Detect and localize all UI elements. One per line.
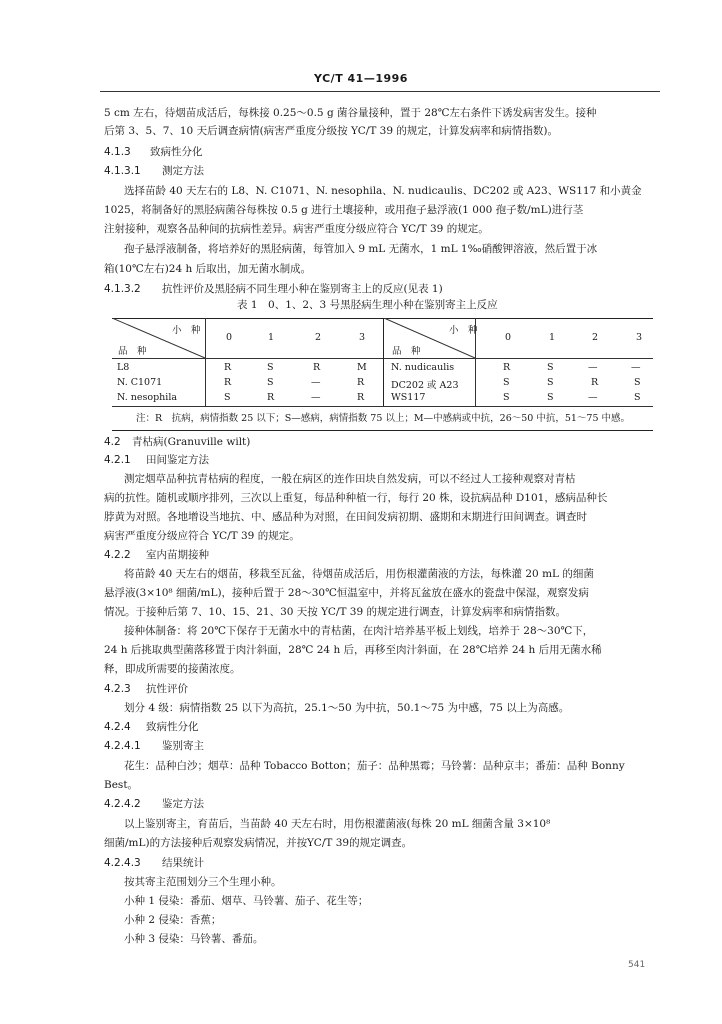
table-cell: S xyxy=(224,392,231,403)
table-note: 注：R 抗病，病情指数 25 以下；S—感病，病情指数 75 以上；M—中感病或中抗，26～50 中抗，51～75 中感。 xyxy=(136,413,631,424)
table-variety-cell: DC202 或 A23 xyxy=(391,380,459,391)
paragraph-line: 将苗龄 40 天左右的烟苗，移栽至瓦盆，待烟苗成活后，用伤根灌菌液的方法，每株灌 20 mL 的细菌 xyxy=(124,568,594,580)
list-item: 小种 3 侵染：马铃薯、番茄。 xyxy=(124,933,264,945)
table-cell: — xyxy=(311,377,321,388)
table-note-rule xyxy=(112,406,653,407)
table-cell: S xyxy=(634,392,641,403)
section-title: 鉴定方法 xyxy=(162,798,204,810)
paragraph-line: 测定烟草品种抗青枯病的程度，一般在病区的连作田块自然发病，可以不经过人工接种观察对青枯 xyxy=(124,473,576,485)
section-number: 4.2.4 xyxy=(104,721,131,733)
table-variety-cell: N. C1071 xyxy=(117,377,163,388)
paragraph-line: 以上鉴别寄主，育苗后，当苗龄 40 天左右时，用伤根灌菌液(每株 20 mL 细菌含量 3×10⁸ xyxy=(124,818,551,830)
list-item: 小种 2 侵染：香蕉； xyxy=(124,914,222,926)
paragraph-line: 后第 3、5、7、10 天后调查病情(病害严重度分级按 YC/T 39 的规定，计算发病率和病情指数)。 xyxy=(104,125,558,137)
table-cell: R xyxy=(224,377,232,388)
table-cell: R xyxy=(357,392,365,403)
table-cell: S xyxy=(547,392,554,403)
paragraph-line: 接种体制备：将 20℃下保存于无菌水中的青枯菌，在肉汁培养基平板上划线，培养于 28～30℃下， xyxy=(124,625,594,637)
section-number: 4.1.3.1 xyxy=(104,165,141,177)
table-cell: S xyxy=(503,392,510,403)
table-variety-cell: WS117 xyxy=(391,392,426,403)
section-title: 致病性分化 xyxy=(150,146,203,158)
race-col-header: 3 xyxy=(636,332,643,343)
table-cell: S xyxy=(267,377,274,388)
section-number: 4.1.3 xyxy=(104,146,131,158)
section-title: 青枯病(Granuville wilt) xyxy=(132,436,251,448)
race-col-header: 1 xyxy=(268,332,275,343)
section-number: 4.2.4.3 xyxy=(104,857,141,869)
page-number: 541 xyxy=(628,960,646,970)
paragraph-line: 划分 4 级：病情指数 25 以下为高抗，25.1～50 为中抗，50.1～75 为中感，75 以上为高感。 xyxy=(124,702,570,714)
paragraph-line: 花生：品种白沙；烟草：品种 Tobacco Botton；茄子：品种黑霉；马铃薯：品种京丰；番茄：品种 Bonny xyxy=(124,760,625,772)
table-cell: — xyxy=(311,392,321,403)
table-variety-cell: N. nudicaulis xyxy=(391,362,455,373)
race-col-header: 1 xyxy=(549,332,556,343)
race-col-header: 2 xyxy=(315,332,322,343)
standard-code-header: YC/T 41—1996 xyxy=(314,72,408,85)
paragraph-line: 按其寄主范围划分三个生理小种。 xyxy=(124,876,282,888)
paragraph-line: 情况。于接种后第 7、10、15、21、30 天按 YC/T 39 的规定进行调查，计算发病率和病情指数。 xyxy=(104,606,566,618)
paragraph-line: 病的抗性。随机或顺序排列，三次以上重复，每品种种植一行，每行 20 株，设抗病品种 D101，感病品种长 xyxy=(104,492,608,504)
section-number: 4.2.4.1 xyxy=(104,740,141,752)
table-cell: S xyxy=(503,377,510,388)
table-cell: R xyxy=(267,392,275,403)
section-number: 4.2.4.2 xyxy=(104,798,141,810)
race-col-header: 0 xyxy=(505,332,512,343)
table-cell: — xyxy=(631,362,641,373)
section-number: 4.2.3 xyxy=(104,683,131,695)
paragraph-line: Best。 xyxy=(104,779,139,791)
table-variety-cell: N. nesophila xyxy=(117,392,178,403)
paragraph-line: 选择苗龄 40 天左右的 L8、N. C1071、N. nesophila、N. nudicaulis、DC202 或 A23、WS117 和小黄金 xyxy=(124,185,642,197)
header-race-label: 小 种 xyxy=(449,325,478,336)
paragraph-line: 病害严重度分级应符合 YC/T 39 的规定。 xyxy=(104,530,300,542)
paragraph-line: 细菌/mL)的方法接种后观察发病情况，并按YC/T 39的规定调查。 xyxy=(104,837,413,849)
header-rule xyxy=(100,91,660,92)
paragraph-line: 悬浮液(3×10⁸ 细菌/mL)，接种后置于 28～30℃恒温室中，并将瓦盆放在盛水的瓷盘中保湿，观察发病 xyxy=(104,587,589,599)
paragraph-line: 脖黄为对照。各地增设当地抗、中、感品种为对照，在田间发病初期、盛期和末期进行田间调查。调查时 xyxy=(104,511,587,523)
table-caption: 表 1 0、1、2、3 号黑胫病生理小种在鉴别寄主上反应 xyxy=(237,299,498,311)
race-col-header: 0 xyxy=(226,332,233,343)
section-number: 4.2.1 xyxy=(104,454,131,466)
header-race-label: 小 种 xyxy=(172,325,201,336)
table-cell: R xyxy=(591,377,599,388)
section-title: 室内苗期接种 xyxy=(146,549,209,561)
section-title: 抗性评价及黑胫病不同生理小种在鉴别寄主上的反应(见表 1) xyxy=(162,283,443,295)
paragraph-line: 注射接种，观察各品种间的抗病性差异。病害严重度分级应符合 YC/T 39 的规定。 xyxy=(104,223,489,235)
table-cell: R xyxy=(357,377,365,388)
table-cell: S xyxy=(634,377,641,388)
table-cell: R xyxy=(503,362,511,373)
table-cell: S xyxy=(547,377,554,388)
list-item: 小种 1 侵染：番茄、烟草、马铃薯、茄子、花生等； xyxy=(124,895,369,907)
table-cell: — xyxy=(588,362,598,373)
table-variety-cell: L8 xyxy=(117,362,130,373)
table-cell: — xyxy=(588,392,598,403)
header-variety-label: 品 种 xyxy=(118,346,147,357)
paragraph-line: 24 h 后挑取典型菌落移置于肉汁斜面，28℃ 24 h 后，再移至肉汁斜面，在 28℃培养 24 h 后用无菌水稀 xyxy=(104,644,602,656)
race-col-header: 3 xyxy=(359,332,366,343)
paragraph-line: 5 cm 左右，待烟苗成活后，每株接 0.25～0.5 g 菌谷量接种，置于 28℃左右条件下诱发病害发生。接种 xyxy=(104,107,597,119)
section-title: 鉴别寄主 xyxy=(162,740,204,752)
paragraph-line: 1025，将制备好的黑胫病菌谷每株按 0.5 g 进行土壤接种，或用孢子悬浮液(1 000 孢子数/mL)进行茎 xyxy=(104,204,584,216)
section-number: 4.2 xyxy=(104,436,121,448)
section-number: 4.1.3.2 xyxy=(104,283,141,295)
section-title: 结果统计 xyxy=(162,857,204,869)
race-col-header: 2 xyxy=(592,332,599,343)
section-title: 测定方法 xyxy=(162,165,204,177)
table-cell: S xyxy=(267,362,274,373)
table-cell: M xyxy=(357,362,367,373)
table-cell: R xyxy=(224,362,232,373)
paragraph-line: 孢子悬浮液制备，将培养好的黑胫病菌，每管加入 9 mL 无菌水，1 mL 1‰硝酸钾溶液，然后置于冰 xyxy=(124,243,598,255)
table-cell: S xyxy=(547,362,554,373)
section-number: 4.2.2 xyxy=(104,549,131,561)
section-title: 致病性分化 xyxy=(146,721,199,733)
paragraph-line: 释，即成所需要的接菌浓度。 xyxy=(104,663,241,675)
table-cell: R xyxy=(313,362,321,373)
section-title: 抗性评价 xyxy=(146,683,188,695)
paragraph-line: 箱(10℃左右)24 h 后取出，加无菌水制成。 xyxy=(104,263,312,275)
header-variety-label: 品 种 xyxy=(392,346,421,357)
section-title: 田间鉴定方法 xyxy=(146,454,209,466)
